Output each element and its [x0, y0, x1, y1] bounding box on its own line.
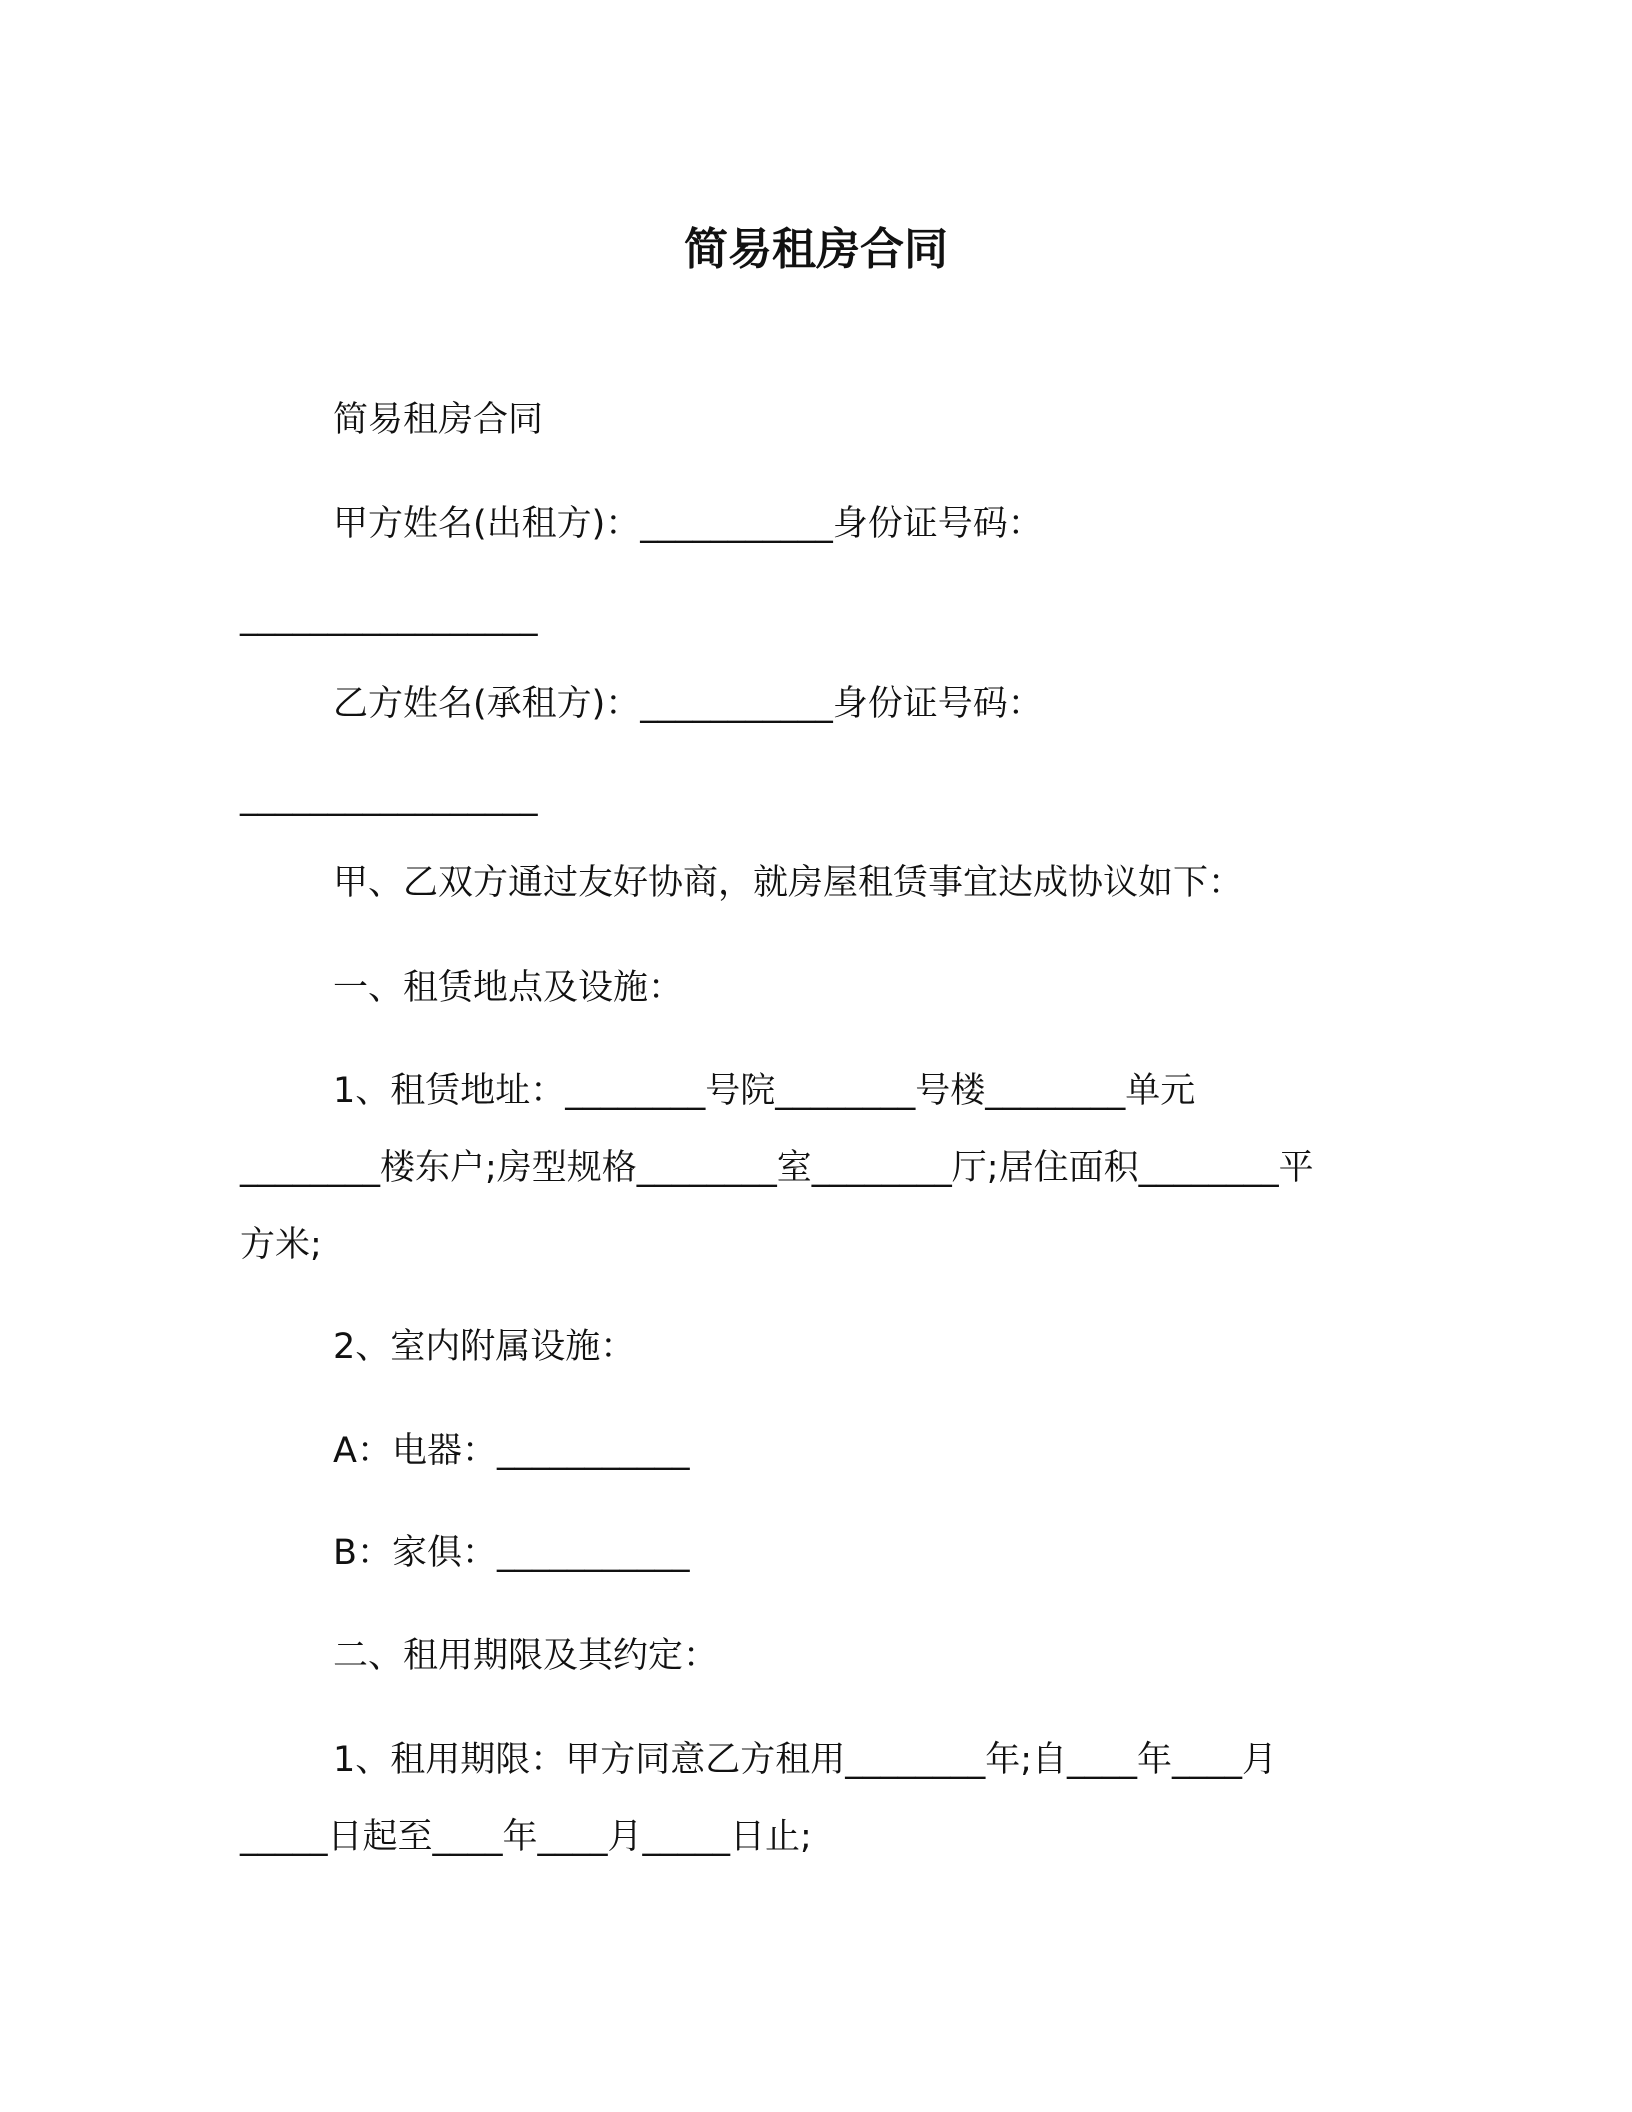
clause-term: 1、租用期限：甲方同意乙方租用________年;自____年____月: [333, 1740, 1278, 1780]
subtitle: 简易租房合同: [333, 400, 544, 440]
party-b-line: 乙方姓名(承租方)：___________身份证号码：: [333, 684, 1043, 724]
clause-address: 1、租赁地址：________号院________号楼________单元: [333, 1071, 1196, 1111]
party-b-id-blank: _________________: [240, 777, 538, 817]
clause-address-cont: ________楼东户;房型规格________室________厅;居住面积________平: [240, 1148, 1314, 1188]
section-2-heading: 二、租用期限及其约定：: [333, 1636, 719, 1676]
clause-term-cont: _____日起至____年____月_____日止;: [240, 1817, 812, 1857]
party-a-line: 甲方姓名(出租方)：___________身份证号码：: [333, 504, 1043, 544]
party-a-id-blank: _________________: [240, 597, 538, 637]
clause-address-end: 方米;: [240, 1225, 322, 1265]
facility-furniture: B：家俱：___________: [333, 1533, 690, 1573]
clause-facilities: 2、室内附属设施：: [333, 1327, 636, 1367]
section-1-heading: 一、租赁地点及设施：: [333, 968, 684, 1008]
facility-appliances: A：电器：___________: [333, 1431, 690, 1471]
document-title: 简易租房合同: [684, 224, 948, 275]
agreement-intro: 甲、乙双方通过友好协商，就房屋租赁事宜达成协议如下：: [333, 863, 1244, 903]
